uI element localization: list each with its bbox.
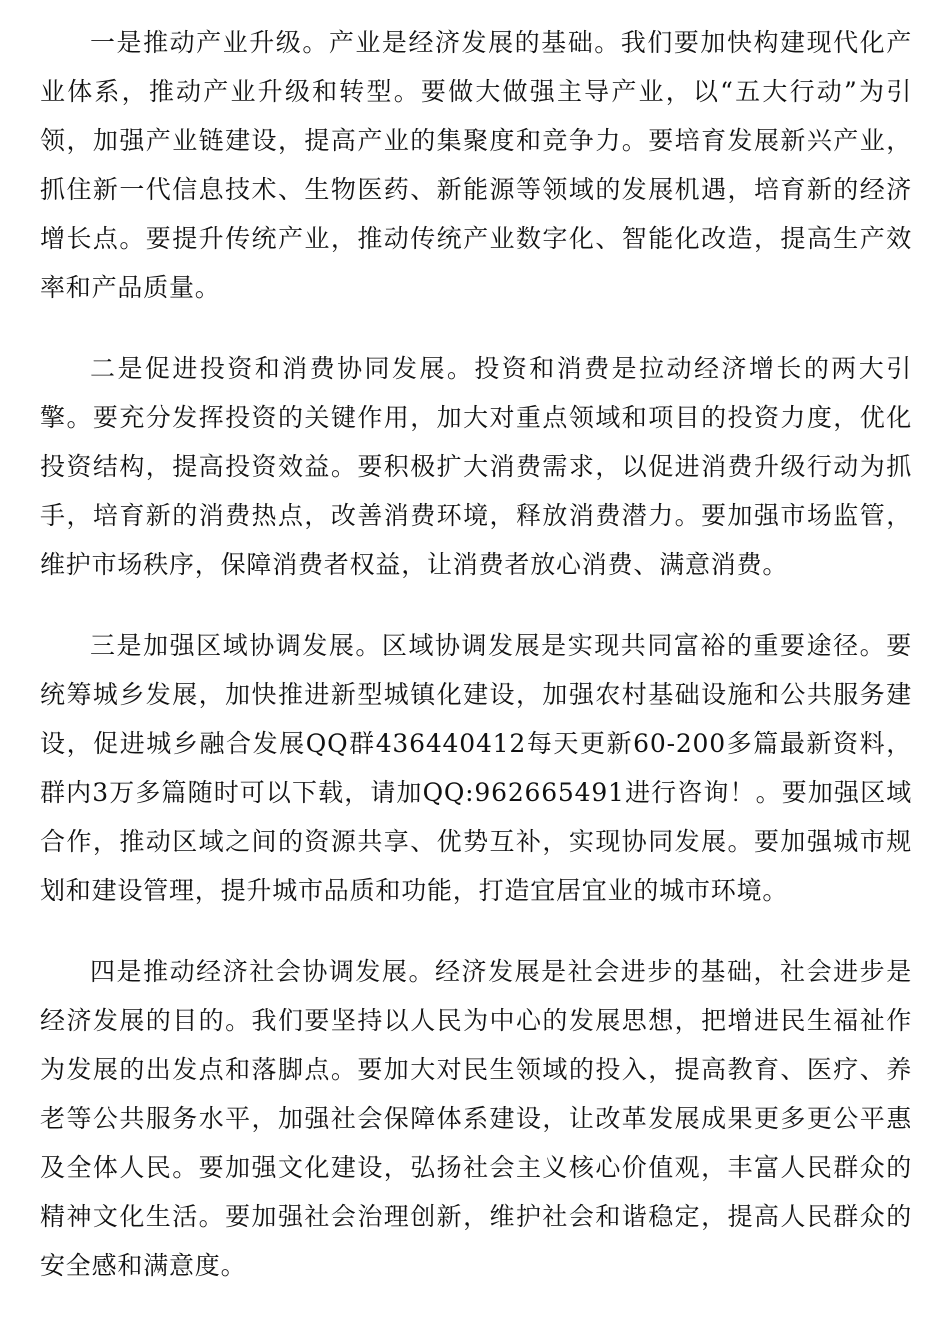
paragraph-industry-upgrade: 一是推动产业升级。产业是经济发展的基础。我们要加快构建现代化产业体系，推动产业升级和转型。要做大做强主导产业，以“五大行动”为引领，加强产业链建设，提高产业的集聚度和竞争力。要培育发展新兴产业，抓住新一代信息技术、生物医药、新能源等领域的发展机遇，培育新的经济增长点。要提升传统产业，推动传统产业数字化、智能化改造，提高生产效率和产品质量。: [40, 28, 912, 302]
paragraph-investment-consumption: 二是促进投资和消费协同发展。投资和消费是拉动经济增长的两大引擎。要充分发挥投资的关键作用，加大对重点领域和项目的投资力度，优化投资结构，提高投资效益。要积极扩大消费需求，以促进消费升级行动为抓手，培育新的消费热点，改善消费环境，释放消费潜力。要加强市场监管，维护市场秩序，保障消费者权益，让消费者放心消费、满意消费。: [40, 354, 912, 579]
paragraph-regional-coordination: 三是加强区域协调发展。区域协调发展是实现共同富裕的重要途径。要统筹城乡发展，加快推进新型城镇化建设，加强农村基础设施和公共服务建设，促进城乡融合发展QQ群436440412每天更新60-200多篇最新资料，群内3万多篇随时可以下载，请加QQ:962665491进行咨询！。要加强区域合作，推动区域之间的资源共享、优势互补，实现协同发展。要加强城市规划和建设管理，提升城市品质和功能，打造宜居宜业的城市环境。: [40, 631, 912, 905]
document-body: [40, 18, 912, 1290]
paragraph-economic-social-coordination: 四是推动经济社会协调发展。经济发展是社会进步的基础，社会进步是经济发展的目的。我们要坚持以人民为中心的发展思想，把增进民生福祉作为发展的出发点和落脚点。要加大对民生领域的投入，提高教育、医疗、养老等公共服务水平，加强社会保障体系建设，让改革发展成果更多更公平惠及全体人民。要加强文化建设，弘扬社会主义核心价值观，丰富人民群众的精神文化生活。要加强社会治理创新，维护社会和谐稳定，提高人民群众的安全感和满意度。: [40, 957, 912, 1280]
